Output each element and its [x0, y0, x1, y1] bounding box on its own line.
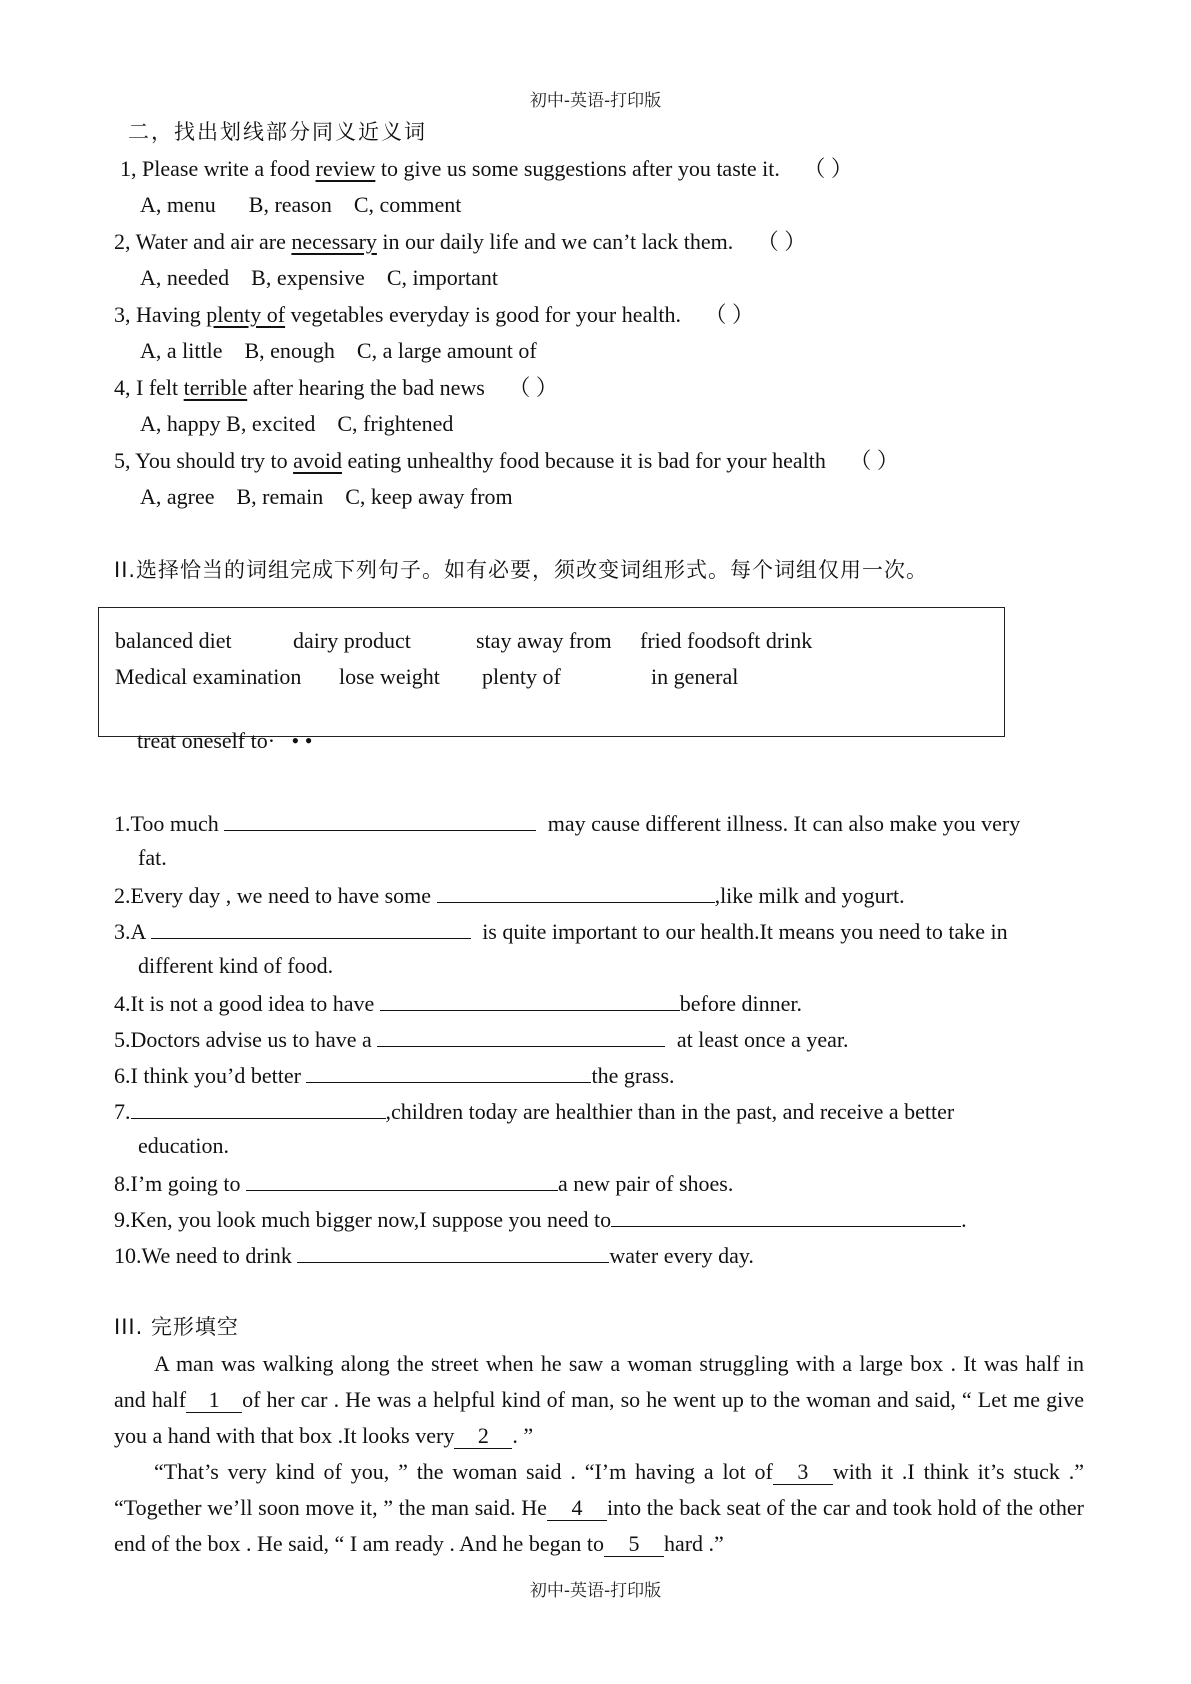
phrase-box: [98, 607, 1005, 753]
phrase: in general: [651, 664, 739, 689]
underlined-word: plenty of: [206, 302, 286, 327]
fill-item-7: 7. ,children today are healthier than in the past, and receive a better: [114, 1096, 954, 1126]
phrase: plenty of: [482, 664, 561, 689]
question-5: 5, You should try to avoid eating unhealthy food because it is bad for your health （ ）: [114, 448, 899, 473]
phrase: dairy product: [293, 628, 411, 653]
fill-item-4: 4.It is not a good idea to have before dinner.: [114, 988, 802, 1018]
cloze-paragraph-2: “That’s very kind of you, ” the woman said . “I’m having a lot of 3 with it .I think it’s stuck .” “Together we’ll soon move it, ” the man said. He 4 into the back seat of the car and took hold of the other end of the box . He said, “ I am ready . And he began to 5 hard .”: [114, 1459, 1084, 1556]
underlined-word: necessary: [291, 229, 377, 254]
fill-item-3: 3.A is quite important to our health.It means you need to take in: [114, 916, 1008, 946]
section1-title: 二，找出划线部分同义近义词: [128, 120, 427, 144]
section3-title: III. 完形填空: [114, 1315, 239, 1339]
question-2: 2, Water and air are necessary in our daily life and we can’t lack them. （ ）: [114, 229, 807, 254]
question-3: 3, Having plenty of vegetables everyday is good for your health. （ ）: [114, 302, 754, 327]
answer-paren[interactable]: （ ）: [849, 448, 899, 473]
options-3: A, a little B, enough C, a large amount of: [140, 338, 537, 363]
answer-blank[interactable]: [224, 808, 536, 831]
phrase: Medical examination: [115, 664, 302, 689]
answer-blank[interactable]: [151, 916, 471, 939]
underlined-word: review: [315, 156, 376, 181]
question-1: 1, Please write a food review to give us some suggestions after you taste it. （ ）: [120, 156, 853, 181]
fill-item-3-cont: different kind of food.: [138, 953, 334, 978]
answer-paren[interactable]: （ ）: [803, 156, 853, 181]
answer-blank[interactable]: [380, 988, 680, 1011]
answer-blank[interactable]: [297, 1240, 609, 1263]
section2-title: II.选择恰当的词组完成下列句子。如有必要，须改变词组形式。每个词组仅用一次。: [114, 558, 929, 582]
answer-blank[interactable]: [437, 880, 715, 903]
fill-item-6: 6.I think you’d better the grass.: [114, 1060, 675, 1090]
fill-item-2: 2.Every day , we need to have some ,like milk and yogurt.: [114, 880, 905, 910]
options-4: A, happy B, excited C, frightened: [140, 411, 454, 436]
page-footer: 初中-英语-打印版: [529, 1581, 662, 1601]
cloze-blank-2[interactable]: 2: [454, 1424, 512, 1449]
fill-item-1: 1.Too much may cause different illness. It can also make you very: [114, 808, 1020, 838]
cloze-blank-5[interactable]: 5: [604, 1532, 664, 1557]
answer-paren[interactable]: （ ）: [508, 375, 558, 400]
underlined-word: terrible: [183, 375, 248, 400]
options-5: A, agree B, remain C, keep away from: [140, 484, 513, 509]
phrase-row-3: [115, 699, 312, 783]
question-4: 4, I felt terrible after hearing the bad news （ ）: [114, 375, 558, 400]
fill-item-5: 5.Doctors advise us to have a at least once a year.: [114, 1024, 848, 1054]
cloze-blank-3[interactable]: 3: [773, 1460, 833, 1485]
fill-item-7-cont: education.: [138, 1133, 230, 1158]
phrase: lose weight: [339, 664, 440, 689]
fill-item-10: 10.We need to drink water every day.: [114, 1240, 754, 1270]
phrase: treat oneself to· • •: [137, 728, 313, 753]
cloze-paragraph-1: A man was walking along the street when he saw a woman struggling with a large box . It was half in and half 1 of her car . He was a helpful kind of man, so he went up to the woman and said, “ Let me give you a hand with that box .It looks very 2 . ”: [114, 1351, 1084, 1448]
answer-blank[interactable]: [246, 1168, 558, 1191]
underlined-word: avoid: [293, 448, 342, 473]
options-2: A, needed B, expensive C, important: [140, 265, 499, 290]
fill-item-9: 9.Ken, you look much bigger now,I suppose you need to .: [114, 1204, 967, 1234]
fill-item-8: 8.I’m going to a new pair of shoes.: [114, 1168, 733, 1198]
answer-blank[interactable]: [306, 1060, 591, 1083]
fill-item-1-cont: fat.: [138, 845, 167, 870]
cloze-blank-1[interactable]: 1: [186, 1388, 242, 1413]
phrase: balanced diet: [115, 628, 232, 653]
cloze-blank-4[interactable]: 4: [547, 1496, 607, 1521]
answer-blank[interactable]: [377, 1024, 665, 1047]
phrase: fried foodsoft drink: [640, 628, 813, 653]
page-header: 初中-英语-打印版: [529, 91, 662, 111]
answer-paren[interactable]: （ ）: [756, 229, 807, 254]
answer-blank[interactable]: [611, 1204, 961, 1227]
options-1: A, menu B, reason C, comment: [140, 192, 462, 217]
answer-paren[interactable]: （ ）: [704, 302, 754, 327]
answer-blank[interactable]: [131, 1096, 386, 1119]
phrase: stay away from: [476, 628, 612, 653]
